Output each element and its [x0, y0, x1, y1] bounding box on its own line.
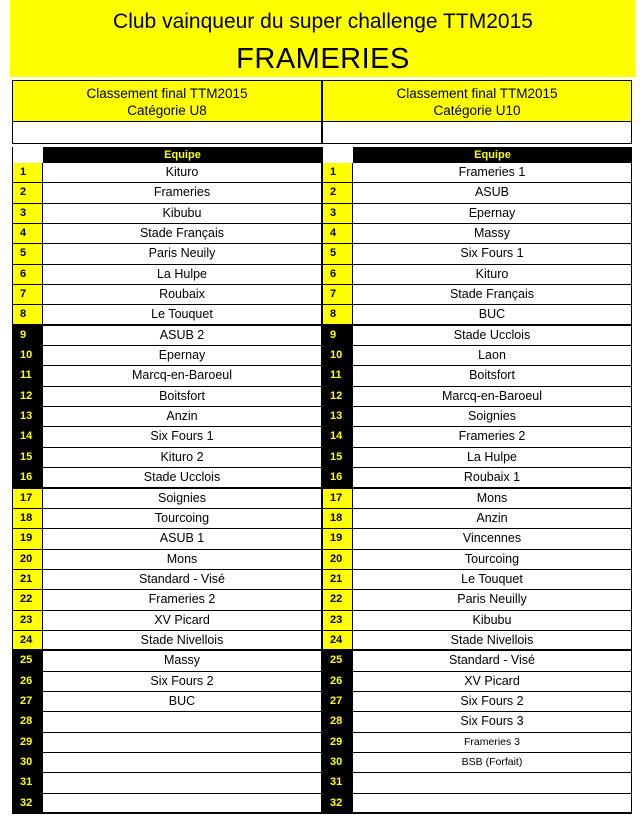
team-cell: Anzin — [43, 407, 322, 426]
rank-cell: 19 — [12, 529, 43, 548]
team-header: Equipe — [43, 147, 322, 163]
winner-club: FRAMERIES — [236, 43, 410, 75]
team-cell: Le Touquet — [353, 570, 632, 589]
team-cell: Epernay — [353, 204, 632, 223]
table-row — [322, 753, 632, 773]
team-cell: Kituro 2 — [43, 448, 322, 467]
ranking-panel-u10 — [322, 80, 632, 814]
team-cell — [43, 712, 322, 731]
rank-cell: 11 — [12, 366, 43, 385]
rank-cell: 3 — [322, 204, 353, 223]
team-cell: Mons — [353, 489, 632, 508]
rank-cell: 32 — [322, 794, 353, 812]
rank-cell: 9 — [322, 326, 353, 345]
ranking-rows — [12, 163, 322, 814]
team-cell: Soignies — [353, 407, 632, 426]
team-cell: Marcq-en-Baroeul — [353, 387, 632, 406]
table-row — [322, 346, 632, 366]
rank-cell: 26 — [322, 672, 353, 691]
table-row — [12, 407, 322, 427]
table-row — [322, 326, 632, 346]
table-row — [322, 407, 632, 427]
table-row — [12, 611, 322, 631]
table-row — [322, 570, 632, 590]
table-row — [12, 489, 322, 509]
panel-title-line1: Classement final TTM2015 — [86, 86, 248, 101]
rank-cell: 31 — [322, 773, 353, 792]
table-row — [12, 244, 322, 264]
rank-cell: 19 — [322, 529, 353, 548]
rank-cell: 26 — [12, 672, 43, 691]
team-cell: Laon — [353, 346, 632, 365]
team-cell: Six Fours 3 — [353, 712, 632, 731]
rank-cell: 7 — [322, 285, 353, 304]
team-cell: Six Fours 2 — [43, 672, 322, 691]
team-cell: La Hulpe — [353, 448, 632, 467]
rank-cell: 2 — [322, 183, 353, 202]
rank-cell: 21 — [322, 570, 353, 589]
team-cell: Standard - Visé — [353, 651, 632, 670]
table-row — [322, 631, 632, 651]
table-row — [12, 468, 322, 488]
team-cell: BUC — [353, 305, 632, 323]
rank-cell: 15 — [322, 448, 353, 467]
rank-cell: 30 — [322, 753, 353, 772]
table-row — [322, 265, 632, 285]
rank-cell: 8 — [322, 305, 353, 323]
table-row — [322, 590, 632, 610]
team-cell: Epernay — [43, 346, 322, 365]
panel-title-line1: Classement final TTM2015 — [396, 86, 558, 101]
rank-cell: 20 — [322, 550, 353, 569]
table-row — [12, 265, 322, 285]
table-row — [12, 631, 322, 651]
team-cell: BSB (Forfait) — [353, 753, 632, 772]
team-cell: Stade Français — [43, 224, 322, 243]
rank-header — [12, 147, 43, 163]
rank-cell: 16 — [12, 468, 43, 486]
table-row — [322, 550, 632, 570]
team-cell: XV Picard — [43, 611, 322, 630]
ranking-panel-u8 — [12, 80, 322, 814]
team-cell: Six Fours 1 — [353, 244, 632, 263]
panel-category: Catégorie U8 — [127, 103, 207, 118]
team-cell: ASUB 1 — [43, 529, 322, 548]
rank-cell: 27 — [12, 692, 43, 711]
table-row — [12, 794, 322, 814]
table-row — [322, 712, 632, 732]
team-cell — [43, 753, 322, 772]
table-row — [322, 692, 632, 712]
table-row — [12, 509, 322, 529]
table-row — [12, 733, 322, 753]
team-cell: La Hulpe — [43, 265, 322, 284]
team-cell: Frameries 3 — [353, 733, 632, 752]
team-cell: BUC — [43, 692, 322, 711]
rank-cell: 21 — [12, 570, 43, 589]
team-cell: Vincennes — [353, 529, 632, 548]
table-row — [12, 305, 322, 325]
rank-cell: 22 — [322, 590, 353, 609]
rank-cell: 25 — [322, 651, 353, 670]
table-row — [322, 224, 632, 244]
rank-cell: 28 — [12, 712, 43, 731]
rank-cell: 18 — [322, 509, 353, 528]
table-row — [322, 387, 632, 407]
panel-spacer — [12, 122, 322, 144]
team-cell: Mons — [43, 550, 322, 569]
table-row — [322, 163, 632, 183]
table-row — [12, 285, 322, 305]
rank-cell: 1 — [12, 163, 43, 182]
table-row — [12, 672, 322, 692]
rank-cell: 32 — [12, 794, 43, 812]
table-row — [322, 305, 632, 325]
team-cell: Frameries 2 — [43, 590, 322, 609]
ranking-rows — [322, 163, 632, 814]
team-cell: Frameries 2 — [353, 427, 632, 446]
rank-cell: 12 — [12, 387, 43, 406]
rank-cell: 18 — [12, 509, 43, 528]
rank-cell: 5 — [12, 244, 43, 263]
table-row — [12, 346, 322, 366]
team-cell: Paris Neuilly — [353, 590, 632, 609]
column-header — [12, 147, 322, 163]
table-row — [12, 712, 322, 732]
rank-cell: 27 — [322, 692, 353, 711]
team-cell: Stade Ucclois — [43, 468, 322, 486]
table-row — [12, 590, 322, 610]
table-row — [322, 773, 632, 793]
table-row — [322, 366, 632, 386]
team-cell: Massy — [43, 651, 322, 670]
table-row — [322, 285, 632, 305]
rank-cell: 4 — [322, 224, 353, 243]
team-cell: Kituro — [353, 265, 632, 284]
title-banner — [10, 0, 636, 77]
table-row — [322, 794, 632, 814]
rank-cell: 22 — [12, 590, 43, 609]
rank-cell: 17 — [322, 489, 353, 508]
team-cell: Standard - Visé — [43, 570, 322, 589]
team-cell: Marcq-en-Baroeul — [43, 366, 322, 385]
rank-cell: 6 — [12, 265, 43, 284]
team-cell: Stade Français — [353, 285, 632, 304]
rank-cell: 15 — [12, 448, 43, 467]
team-cell: Paris Neuily — [43, 244, 322, 263]
table-row — [322, 529, 632, 549]
table-row — [322, 448, 632, 468]
table-row — [12, 163, 322, 183]
rank-cell: 28 — [322, 712, 353, 731]
team-cell — [43, 773, 322, 792]
team-cell: Boitsfort — [353, 366, 632, 385]
rank-header — [322, 147, 353, 163]
team-cell — [353, 773, 632, 792]
team-cell: Roubaix — [43, 285, 322, 304]
column-header — [322, 147, 632, 163]
table-row — [12, 448, 322, 468]
table-row — [12, 529, 322, 549]
table-row — [322, 183, 632, 203]
rank-cell: 11 — [322, 366, 353, 385]
rank-cell: 29 — [12, 733, 43, 752]
rank-cell: 10 — [322, 346, 353, 365]
rank-cell: 24 — [12, 631, 43, 649]
table-row — [322, 651, 632, 671]
rank-cell: 23 — [12, 611, 43, 630]
table-row — [322, 489, 632, 509]
table-row — [322, 427, 632, 447]
rank-cell: 14 — [322, 427, 353, 446]
team-cell: Anzin — [353, 509, 632, 528]
team-cell: Six Fours 1 — [43, 427, 322, 446]
table-row — [322, 509, 632, 529]
rank-cell: 10 — [12, 346, 43, 365]
panel-category: Catégorie U10 — [433, 103, 521, 118]
rank-cell: 20 — [12, 550, 43, 569]
team-cell: XV Picard — [353, 672, 632, 691]
table-row — [322, 611, 632, 631]
table-row — [12, 387, 322, 407]
rank-cell: 13 — [322, 407, 353, 426]
table-row — [12, 570, 322, 590]
table-row — [12, 651, 322, 671]
panel-title — [322, 80, 632, 122]
team-cell: Six Fours 2 — [353, 692, 632, 711]
table-row — [12, 224, 322, 244]
team-cell — [353, 794, 632, 812]
rank-cell: 23 — [322, 611, 353, 630]
rank-cell: 29 — [322, 733, 353, 752]
table-row — [12, 183, 322, 203]
team-cell: Frameries 1 — [353, 163, 632, 182]
rank-cell: 7 — [12, 285, 43, 304]
table-row — [12, 773, 322, 793]
panel-title — [12, 80, 322, 122]
team-cell: Stade Nivellois — [353, 631, 632, 649]
team-cell: Tourcoing — [43, 509, 322, 528]
team-cell: Soignies — [43, 489, 322, 508]
team-cell: Frameries — [43, 183, 322, 202]
team-cell — [43, 733, 322, 752]
team-cell: ASUB — [353, 183, 632, 202]
table-row — [12, 427, 322, 447]
rank-cell: 25 — [12, 651, 43, 670]
table-row — [322, 204, 632, 224]
rank-cell: 31 — [12, 773, 43, 792]
team-cell: Le Touquet — [43, 305, 322, 323]
rank-cell: 16 — [322, 468, 353, 486]
rank-cell: 9 — [12, 326, 43, 345]
rank-cell: 4 — [12, 224, 43, 243]
rank-cell: 2 — [12, 183, 43, 202]
team-cell: Stade Nivellois — [43, 631, 322, 649]
team-cell: Tourcoing — [353, 550, 632, 569]
rank-cell: 3 — [12, 204, 43, 223]
rank-cell: 17 — [12, 489, 43, 508]
rank-cell: 13 — [12, 407, 43, 426]
table-row — [12, 550, 322, 570]
rank-cell: 1 — [322, 163, 353, 182]
page-title: Club vainqueur du super challenge TTM2015 — [113, 10, 533, 33]
table-row — [322, 733, 632, 753]
team-cell: Kibubu — [353, 611, 632, 630]
team-cell: Massy — [353, 224, 632, 243]
table-row — [322, 468, 632, 488]
team-cell: Boitsfort — [43, 387, 322, 406]
table-row — [12, 753, 322, 773]
table-row — [322, 244, 632, 264]
rank-cell: 8 — [12, 305, 43, 323]
team-cell: ASUB 2 — [43, 326, 322, 345]
rank-cell: 5 — [322, 244, 353, 263]
team-cell: Stade Ucclois — [353, 326, 632, 345]
table-row — [12, 204, 322, 224]
table-row — [12, 326, 322, 346]
table-row — [12, 366, 322, 386]
team-cell: Kibubu — [43, 204, 322, 223]
team-cell — [43, 794, 322, 812]
rank-cell: 14 — [12, 427, 43, 446]
team-cell: Roubaix 1 — [353, 468, 632, 486]
panel-spacer — [322, 122, 632, 144]
rank-cell: 12 — [322, 387, 353, 406]
rank-cell: 6 — [322, 265, 353, 284]
rank-cell: 24 — [322, 631, 353, 649]
team-header: Equipe — [353, 147, 632, 163]
team-cell: Kituro — [43, 163, 322, 182]
table-row — [322, 672, 632, 692]
rank-cell: 30 — [12, 753, 43, 772]
table-row — [12, 692, 322, 712]
